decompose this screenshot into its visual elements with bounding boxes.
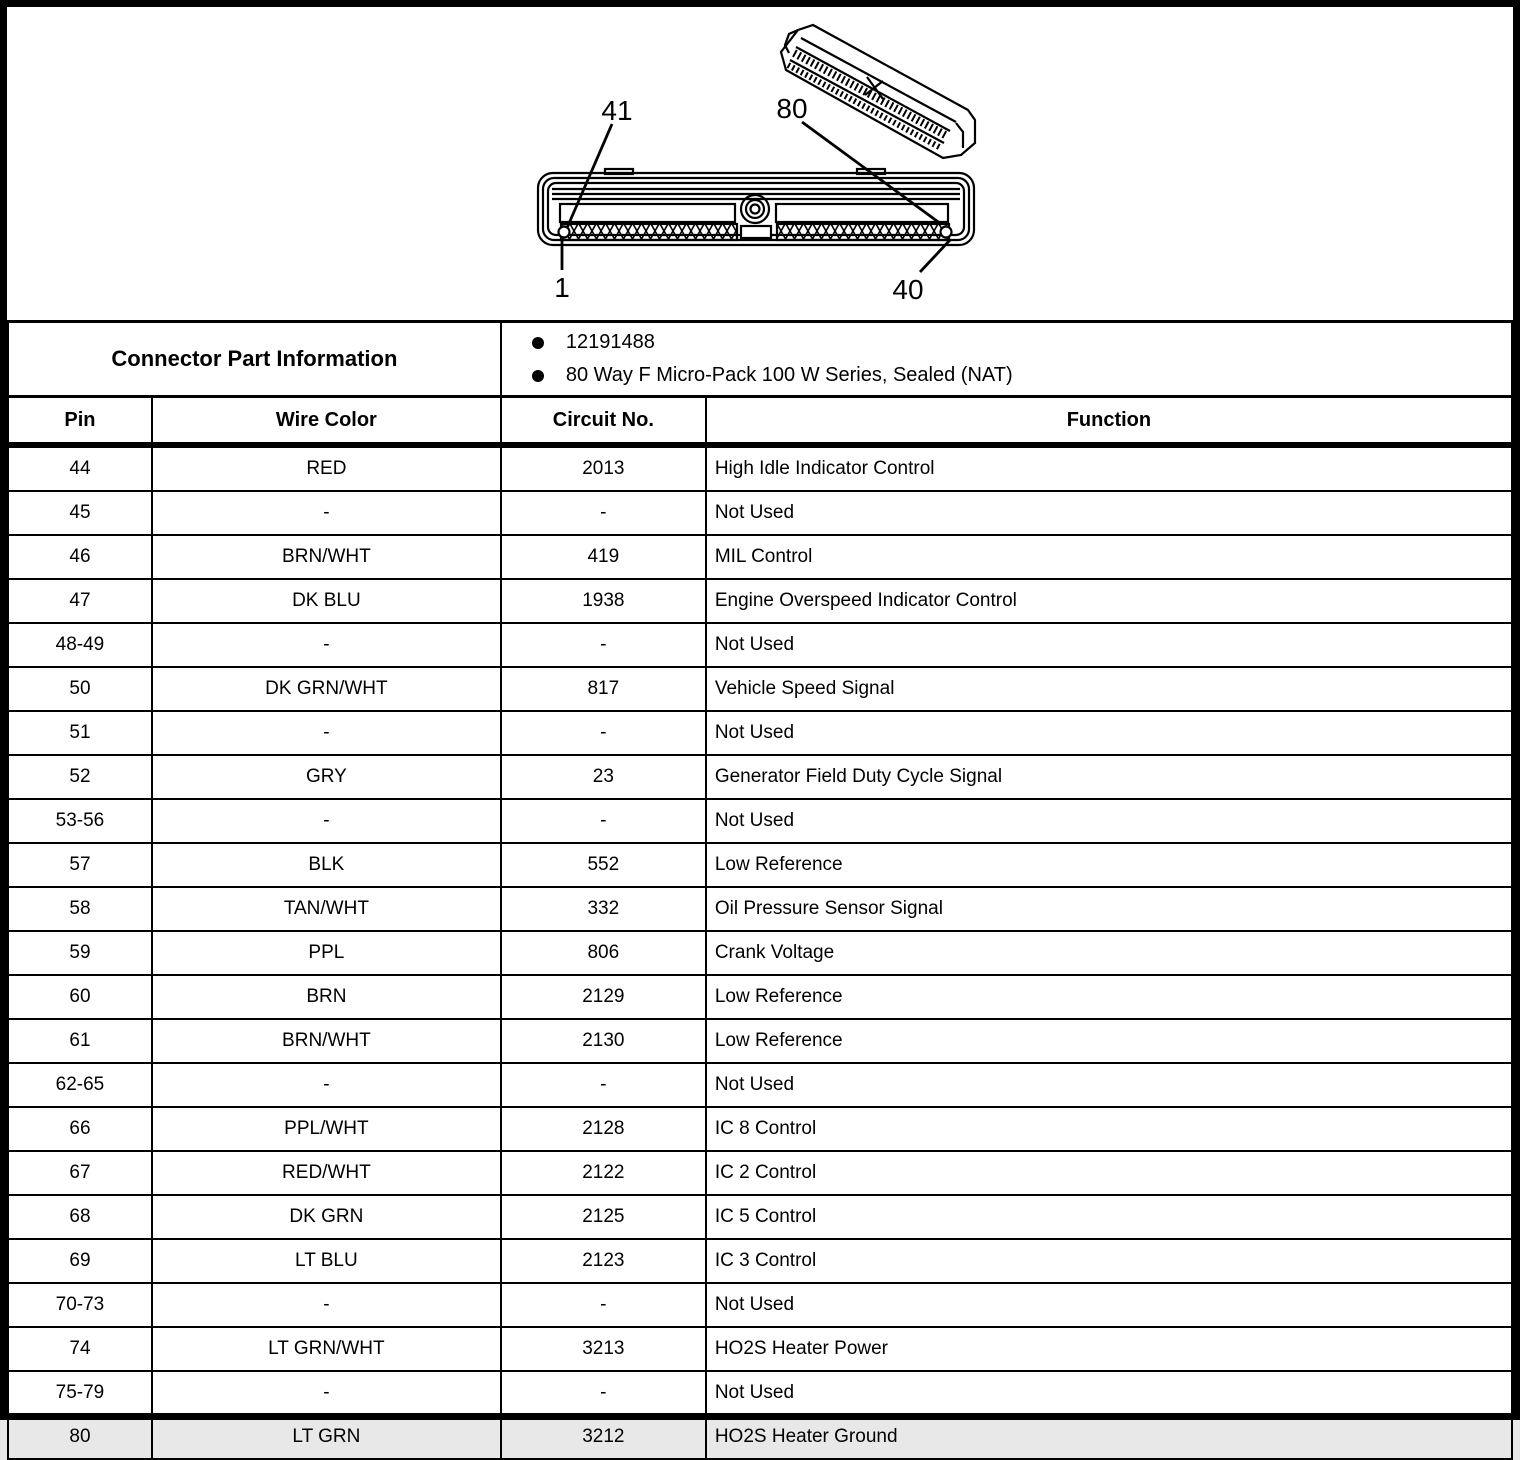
pin-41-label: 41	[601, 95, 633, 126]
pin-cell: 80	[8, 1415, 152, 1459]
table-row	[8, 755, 1512, 799]
wire-color-cell: -	[152, 1283, 501, 1327]
pin-cell: 53-56	[8, 799, 152, 843]
circuit-no-cell: -	[501, 1371, 706, 1415]
circuit-no-cell: -	[501, 711, 706, 755]
part-info-details	[501, 322, 1512, 397]
wire-color-cell: LT BLU	[152, 1239, 501, 1283]
table-row	[8, 711, 1512, 755]
circuit-no-cell: 2123	[501, 1239, 706, 1283]
connector-front-view	[538, 169, 974, 245]
circuit-no-cell: 23	[501, 755, 706, 799]
part-number: 12191488	[565, 331, 655, 353]
circuit-no-cell: -	[501, 491, 706, 535]
circuit-no-cell: 1938	[501, 579, 706, 623]
pin-cell: 45	[8, 491, 152, 535]
pin-cell: 67	[8, 1151, 152, 1195]
column-header-row	[8, 397, 1512, 446]
function-cell: Not Used	[706, 1371, 1512, 1415]
function-cell: Not Used	[706, 623, 1512, 667]
pin-cell: 51	[8, 711, 152, 755]
circuit-no-cell: 2129	[501, 975, 706, 1019]
function-cell: Low Reference	[706, 1019, 1512, 1063]
table-row	[8, 1107, 1512, 1151]
part-info-title: Connector Part Information	[8, 322, 501, 397]
table-row	[8, 1063, 1512, 1107]
wire-color-cell: -	[152, 491, 501, 535]
wire-color-cell: BRN/WHT	[152, 1019, 501, 1063]
pin-1-label: 1	[554, 272, 570, 303]
pin-cell: 75-79	[8, 1371, 152, 1415]
function-cell: High Idle Indicator Control	[706, 445, 1512, 491]
table-row	[8, 535, 1512, 579]
bullet-icon	[532, 337, 544, 349]
pin-cell: 52	[8, 755, 152, 799]
function-cell: Not Used	[706, 491, 1512, 535]
table-row	[8, 1019, 1512, 1063]
wire-color-cell: -	[152, 1063, 501, 1107]
function-cell: Vehicle Speed Signal	[706, 667, 1512, 711]
function-cell: Not Used	[706, 711, 1512, 755]
pinout-table	[7, 320, 1513, 1460]
circuit-no-cell: 3212	[501, 1415, 706, 1459]
function-cell: IC 3 Control	[706, 1239, 1512, 1283]
circuit-no-cell: -	[501, 1283, 706, 1327]
function-cell: Low Reference	[706, 843, 1512, 887]
table-row	[8, 1327, 1512, 1371]
pin-cell: 68	[8, 1195, 152, 1239]
function-cell: HO2S Heater Ground	[706, 1415, 1512, 1459]
pin-cell: 47	[8, 579, 152, 623]
table-row	[8, 1195, 1512, 1239]
table-row	[8, 1283, 1512, 1327]
function-cell: IC 2 Control	[706, 1151, 1512, 1195]
pin-cell: 69	[8, 1239, 152, 1283]
part-info-row	[8, 322, 1512, 397]
wire-color-cell: BRN	[152, 975, 501, 1019]
circuit-no-cell: -	[501, 623, 706, 667]
circuit-no-cell: 2130	[501, 1019, 706, 1063]
wire-color-column-header: Wire Color	[152, 397, 501, 446]
circuit-no-cell: 817	[501, 667, 706, 711]
wire-color-cell: LT GRN/WHT	[152, 1327, 501, 1371]
circuit-no-cell: 2122	[501, 1151, 706, 1195]
function-cell: HO2S Heater Power	[706, 1327, 1512, 1371]
circuit-no-column-header: Circuit No.	[501, 397, 706, 446]
table-row	[8, 1371, 1512, 1415]
function-cell: Not Used	[706, 799, 1512, 843]
circuit-no-cell: 332	[501, 887, 706, 931]
wire-color-cell: DK GRN	[152, 1195, 501, 1239]
circuit-no-cell: -	[501, 1063, 706, 1107]
table-row	[8, 931, 1512, 975]
pin-41-leader	[567, 124, 612, 228]
part-series: 80 Way F Micro-Pack 100 W Series, Sealed (NAT)	[565, 364, 1013, 386]
pin-cell: 46	[8, 535, 152, 579]
table-row	[8, 491, 1512, 535]
wire-color-cell: -	[152, 1371, 501, 1415]
circuit-no-cell: 419	[501, 535, 706, 579]
function-cell: Generator Field Duty Cycle Signal	[706, 755, 1512, 799]
pin-cell: 74	[8, 1327, 152, 1371]
function-cell: Low Reference	[706, 975, 1512, 1019]
function-cell: Not Used	[706, 1063, 1512, 1107]
wire-color-cell: GRY	[152, 755, 501, 799]
pin-cell: 60	[8, 975, 152, 1019]
circuit-no-cell: 2128	[501, 1107, 706, 1151]
wire-color-cell: RED	[152, 445, 501, 491]
wire-color-cell: PPL	[152, 931, 501, 975]
table-row	[8, 579, 1512, 623]
circuit-no-cell: 806	[501, 931, 706, 975]
pin-cell: 48-49	[8, 623, 152, 667]
circuit-no-cell: 552	[501, 843, 706, 887]
function-cell: IC 5 Control	[706, 1195, 1512, 1239]
table-row	[8, 887, 1512, 931]
circuit-no-cell: 2013	[501, 445, 706, 491]
wire-color-cell: -	[152, 711, 501, 755]
part-info-item	[502, 326, 1511, 359]
pin-cell: 57	[8, 843, 152, 887]
table-row	[8, 1239, 1512, 1283]
circuit-no-cell: 3213	[501, 1327, 706, 1371]
table-row	[8, 1415, 1512, 1459]
table-row	[8, 667, 1512, 711]
pin-80-label: 80	[776, 93, 808, 124]
function-cell: Oil Pressure Sensor Signal	[706, 887, 1512, 931]
pin-cell: 44	[8, 445, 152, 491]
connector-diagram	[7, 7, 1513, 320]
part-info-item	[502, 359, 1511, 392]
wire-color-cell: DK GRN/WHT	[152, 667, 501, 711]
function-column-header: Function	[706, 397, 1512, 446]
pin-cell: 70-73	[8, 1283, 152, 1327]
pin-column-header: Pin	[8, 397, 152, 446]
pin-cell: 58	[8, 887, 152, 931]
connector-iso-view	[781, 25, 975, 158]
wire-color-cell: TAN/WHT	[152, 887, 501, 931]
wire-color-cell: RED/WHT	[152, 1151, 501, 1195]
pin-cell: 66	[8, 1107, 152, 1151]
table-row	[8, 1151, 1512, 1195]
wire-color-cell: -	[152, 623, 501, 667]
wire-color-cell: BLK	[152, 843, 501, 887]
table-row	[8, 975, 1512, 1019]
function-cell: MIL Control	[706, 535, 1512, 579]
wire-color-cell: -	[152, 799, 501, 843]
wire-color-cell: PPL/WHT	[152, 1107, 501, 1151]
table-row	[8, 843, 1512, 887]
pin-cell: 50	[8, 667, 152, 711]
table-row	[8, 445, 1512, 491]
function-cell: IC 8 Control	[706, 1107, 1512, 1151]
wire-color-cell: DK BLU	[152, 579, 501, 623]
function-cell: Engine Overspeed Indicator Control	[706, 579, 1512, 623]
wire-color-cell: BRN/WHT	[152, 535, 501, 579]
table-row	[8, 799, 1512, 843]
function-cell: Not Used	[706, 1283, 1512, 1327]
pin-40-label: 40	[892, 274, 924, 305]
pin-cell: 61	[8, 1019, 152, 1063]
wire-color-cell: LT GRN	[152, 1415, 501, 1459]
function-cell: Crank Voltage	[706, 931, 1512, 975]
circuit-no-cell: -	[501, 799, 706, 843]
pin-cell: 62-65	[8, 1063, 152, 1107]
pin-cell: 59	[8, 931, 152, 975]
pinout-table-body	[8, 445, 1512, 1459]
bullet-icon	[532, 370, 544, 382]
circuit-no-cell: 2125	[501, 1195, 706, 1239]
table-row	[8, 623, 1512, 667]
